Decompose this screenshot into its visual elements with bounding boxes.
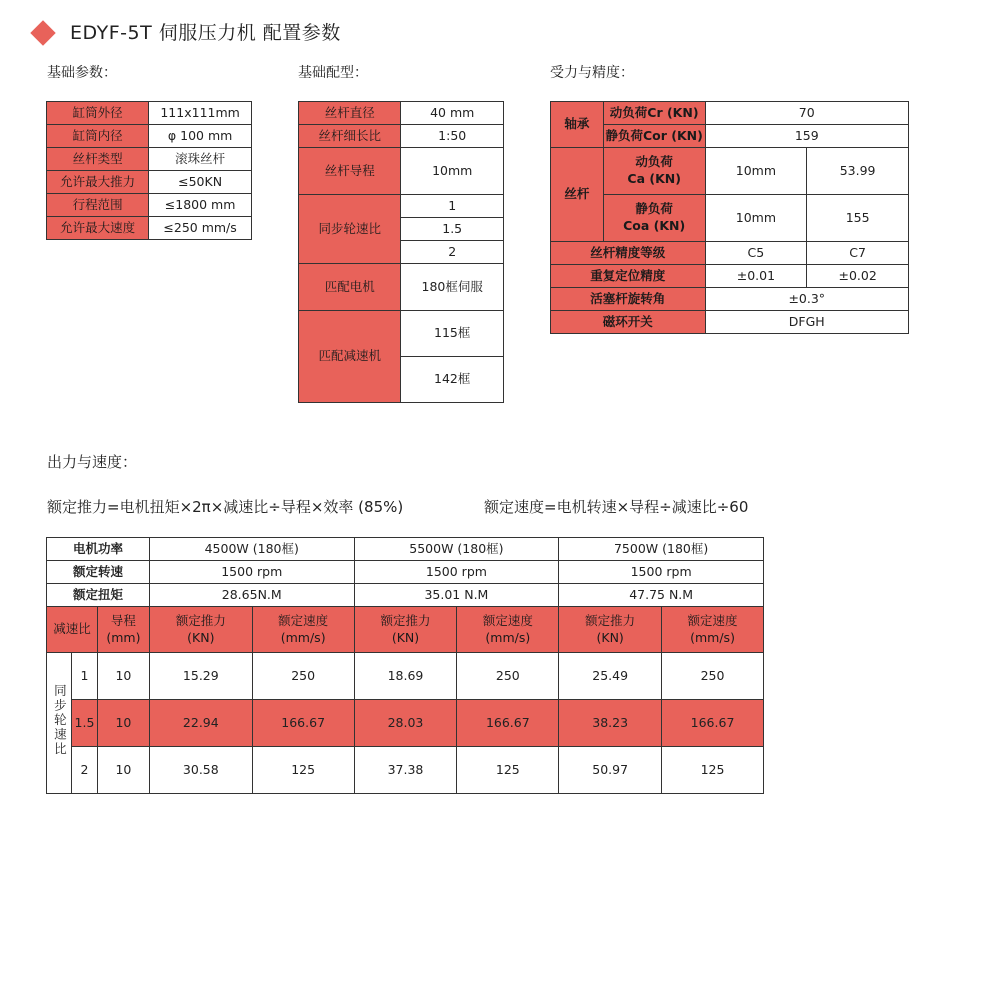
speed-header (662, 607, 764, 653)
bearing-static-label: 静负荷Cor (KN) (603, 125, 705, 148)
sync-ratio-label (47, 653, 72, 794)
ratio-cell: 1.5 (71, 700, 97, 747)
value-cell: 250 (457, 653, 559, 700)
rated-torque-label: 额定扭矩 (47, 584, 150, 607)
value-cell: 250 (662, 653, 764, 700)
speed-header (252, 607, 354, 653)
value-cell: 125 (252, 747, 354, 794)
diamond-icon (30, 20, 55, 45)
config-value: 2 (401, 241, 504, 264)
screw-dynamic-label-line1: 动负荷 (635, 154, 673, 170)
table-row (551, 242, 909, 265)
screw-static-lead: 10mm (705, 195, 807, 242)
basic-params-table (46, 101, 252, 240)
config-value: 40 mm (401, 102, 504, 125)
config-label: 匹配减速机 (299, 311, 401, 403)
speed-header-line2: (mm/s) (485, 629, 531, 645)
lead-header (97, 607, 149, 653)
value-cell: 30.58 (149, 747, 252, 794)
bearing-label: 轴承 (551, 102, 604, 148)
grade-label: 丝杆精度等级 (551, 242, 706, 265)
force-header (559, 607, 662, 653)
table-row (47, 194, 252, 217)
speed-header-line2: (mm/s) (280, 629, 326, 645)
config-label: 丝杆导程 (299, 148, 401, 195)
config-label: 同步轮速比 (299, 195, 401, 264)
screw-dynamic-label (603, 148, 705, 195)
repeat-label: 重复定位精度 (551, 265, 706, 288)
rated-rpm-label: 额定转速 (47, 561, 150, 584)
table-row (47, 584, 764, 607)
table-row (551, 102, 909, 125)
basic-config-heading: 基础配型： (298, 65, 368, 81)
lead-cell: 10 (97, 700, 149, 747)
motor-power-value: 7500W (180框) (559, 538, 764, 561)
rated-rpm-value: 1500 rpm (354, 561, 559, 584)
param-label: 缸筒外径 (47, 102, 149, 125)
force-header-line1: 额定推力 (175, 612, 226, 628)
rated-rpm-value: 1500 rpm (559, 561, 764, 584)
table-row (47, 561, 764, 584)
table-row (47, 538, 764, 561)
force-formula: 额定推力=电机扭矩×2π×减速比÷导程×效率 (85%) (47, 498, 404, 516)
value-cell: 250 (252, 653, 354, 700)
value-cell: 125 (662, 747, 764, 794)
motor-power-value: 4500W (180框) (149, 538, 354, 561)
config-value: 1 (401, 195, 504, 218)
table-row (551, 265, 909, 288)
config-value: 1:50 (401, 125, 504, 148)
value-cell: 166.67 (252, 700, 354, 747)
param-value: 111x111mm (149, 102, 252, 125)
table-row (299, 125, 504, 148)
param-value: 滚珠丝杆 (149, 148, 252, 171)
bearing-dynamic-label: 动负荷Cr (KN) (603, 102, 705, 125)
config-label: 匹配电机 (299, 264, 401, 311)
rated-torque-value: 47.75 N.M (559, 584, 764, 607)
repeat-value-2: ±0.02 (807, 265, 909, 288)
table-row (299, 311, 504, 357)
grade-value-2: C7 (807, 242, 909, 265)
screw-dynamic-label-line2: Ca (KN) (627, 171, 681, 186)
table-row (47, 125, 252, 148)
rated-torque-value: 35.01 N.M (354, 584, 559, 607)
table-row (299, 195, 504, 218)
table-row (47, 102, 252, 125)
param-label: 允许最大速度 (47, 217, 149, 240)
screw-static-label-line2: Coa (KN) (623, 218, 686, 233)
value-cell: 28.03 (354, 700, 457, 747)
ratio-cell: 2 (71, 747, 97, 794)
config-value: 180框伺服 (401, 264, 504, 311)
output-table (46, 537, 764, 794)
force-header-line1: 额定推力 (380, 612, 431, 628)
speed-header-line2: (mm/s) (690, 629, 735, 645)
config-value: 142框 (401, 357, 504, 403)
table-row (47, 171, 252, 194)
table-row (299, 102, 504, 125)
config-value: 1.5 (401, 218, 504, 241)
bearing-static-value: 159 (705, 125, 908, 148)
switch-value: DFGH (705, 311, 908, 334)
value-cell: 22.94 (149, 700, 252, 747)
force-header (149, 607, 252, 653)
speed-header-line1: 额定速度 (278, 612, 329, 628)
speed-header (457, 607, 559, 653)
config-value: 115框 (401, 311, 504, 357)
rated-rpm-value: 1500 rpm (149, 561, 354, 584)
param-value: ≤250 mm/s (149, 217, 252, 240)
switch-label: 磁环开关 (551, 311, 706, 334)
force-header-line2: (KN) (187, 629, 215, 645)
param-value: ≤1800 mm (149, 194, 252, 217)
table-row (47, 747, 764, 794)
speed-header-line1: 额定速度 (482, 612, 533, 628)
screw-dynamic-value: 53.99 (807, 148, 909, 195)
value-cell: 25.49 (559, 653, 662, 700)
lead-header-line2: (mm) (106, 629, 141, 645)
grade-value-1: C5 (705, 242, 807, 265)
ratio-cell: 1 (71, 653, 97, 700)
value-cell: 15.29 (149, 653, 252, 700)
config-label: 丝杆细长比 (299, 125, 401, 148)
value-cell: 50.97 (559, 747, 662, 794)
table-row (47, 700, 764, 747)
param-value: ≤50KN (149, 171, 252, 194)
repeat-value-1: ±0.01 (705, 265, 807, 288)
lead-cell: 10 (97, 747, 149, 794)
force-header-line1: 额定推力 (585, 612, 636, 628)
lead-header-line1: 导程 (110, 612, 136, 628)
rotation-value: ±0.3° (705, 288, 908, 311)
page-title: EDYF-5T 伺服压力机 配置参数 (70, 22, 341, 44)
value-cell: 38.23 (559, 700, 662, 747)
rotation-label: 活塞杆旋转角 (551, 288, 706, 311)
table-row (47, 148, 252, 171)
value-cell: 166.67 (457, 700, 559, 747)
table-row (551, 148, 909, 195)
basic-config-table (298, 101, 504, 403)
motor-power-label: 电机功率 (47, 538, 150, 561)
screw-static-value: 155 (807, 195, 909, 242)
screw-static-label (603, 195, 705, 242)
param-label: 允许最大推力 (47, 171, 149, 194)
config-value: 10mm (401, 148, 504, 195)
value-cell: 37.38 (354, 747, 457, 794)
rated-torque-value: 28.65N.M (149, 584, 354, 607)
param-label: 丝杆类型 (47, 148, 149, 171)
bearing-dynamic-value: 70 (705, 102, 908, 125)
lead-cell: 10 (97, 653, 149, 700)
force-precision-heading: 受力与精度： (550, 65, 634, 81)
output-heading: 出力与速度： (47, 453, 138, 471)
table-row (551, 195, 909, 242)
motor-power-value: 5500W (180框) (354, 538, 559, 561)
table-row (551, 125, 909, 148)
table-header-row (47, 607, 764, 653)
value-cell: 125 (457, 747, 559, 794)
table-row (299, 148, 504, 195)
force-header-line2: (KN) (391, 629, 420, 645)
value-cell: 18.69 (354, 653, 457, 700)
table-row (47, 653, 764, 700)
force-header (354, 607, 457, 653)
force-header-line2: (KN) (596, 629, 624, 645)
force-precision-table (550, 101, 909, 334)
table-row (551, 311, 909, 334)
screw-label: 丝杆 (551, 148, 604, 242)
sync-ratio-label-text: 同步轮速比 (52, 684, 68, 757)
screw-dynamic-lead: 10mm (705, 148, 807, 195)
table-row (47, 217, 252, 240)
param-label: 缸筒内径 (47, 125, 149, 148)
table-row (299, 264, 504, 311)
param-value: φ 100 mm (149, 125, 252, 148)
table-row (551, 288, 909, 311)
value-cell: 166.67 (662, 700, 764, 747)
speed-header-line1: 额定速度 (687, 612, 738, 628)
speed-formula: 额定速度=电机转速×导程÷减速比÷60 (484, 498, 749, 516)
param-label: 行程范围 (47, 194, 149, 217)
basic-params-heading: 基础参数： (47, 65, 117, 81)
reduction-header: 减速比 (47, 607, 98, 653)
config-label: 丝杆直径 (299, 102, 401, 125)
screw-static-label-line1: 静负荷 (635, 201, 673, 217)
